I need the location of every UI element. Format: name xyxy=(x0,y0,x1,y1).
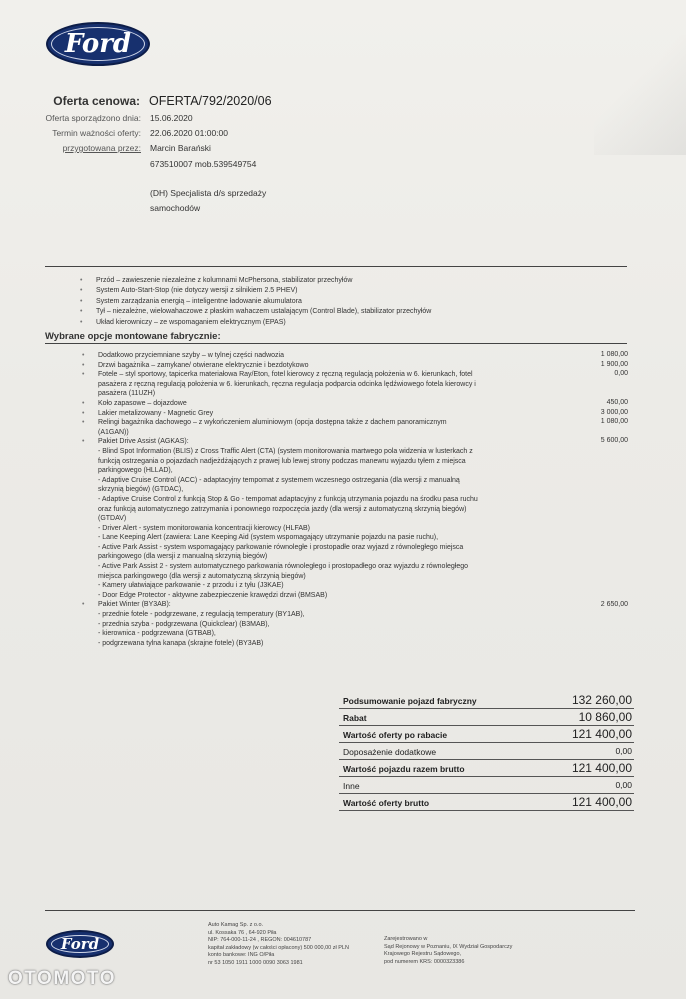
validity-label: Termin ważności oferty: xyxy=(52,128,141,138)
summary-value: 121 400,00 xyxy=(571,795,632,809)
prepared-by-value: Marcin Barański xyxy=(150,143,211,153)
option-price: 450,00 xyxy=(606,399,628,406)
option-line: - Kamery ułatwiające parkowanie - z przodu i z tyłu (J3KAE) xyxy=(98,582,284,590)
option-line: - kierownica - podgrzewana (GTBAB), xyxy=(98,630,216,638)
role-line-1: (DH) Specjalista d/s sprzedaży xyxy=(150,188,267,198)
contact-phone: 673510007 mob.539549754 xyxy=(150,159,257,169)
summary-row xyxy=(339,743,634,760)
summary-label: Podsumowanie pojazd fabryczny xyxy=(343,696,477,706)
summary-row xyxy=(339,794,634,811)
summary-row xyxy=(339,760,634,777)
option-line: funkcją ostrzegania o pojazdach nadjeżdżających z prawej lub lewej strony podczas manewru wyjazdu tyłem z miejsca xyxy=(98,457,466,465)
footer-company xyxy=(208,922,349,968)
option-line: - Door Edge Protector - aktywne zabezpieczenie krawędzi drzwi (BMSAB) xyxy=(98,591,328,599)
summary-value: 121 400,00 xyxy=(571,761,632,775)
summary-row xyxy=(339,709,634,726)
footer-line: kapitał zakładowy (w całości opłacony) 500 000,00 zł PLN xyxy=(208,944,349,951)
summary-value: 10 860,00 xyxy=(578,710,632,724)
option-line: • Lakier metalizowany - Magnetic Grey xyxy=(98,409,598,419)
footer-line: Sąd Rejonowy w Poznaniu, IX Wydział Gospodarczy xyxy=(384,943,513,950)
option-line: miejsca parkingowego (dla wersji z automatyczną skrzynią biegów) xyxy=(98,572,306,580)
date-value: 15.06.2020 xyxy=(150,113,193,123)
option-price: 3 000,00 xyxy=(600,408,628,416)
feature-item: • System zarządzania energią – inteligentne ładowanie akumulatora xyxy=(96,297,431,307)
footer-line: nr 53 1050 1911 1000 0090 3063 1981 xyxy=(208,959,303,966)
summary-table xyxy=(339,692,634,811)
option-line: - Active Park Assist - system wspomagający parkowanie równoległe i prostopadłe oraz wyjazd z równoległego miejsca xyxy=(98,543,464,551)
footer-line: NIP: 764-000-11-24 , REGON: 004610787 xyxy=(208,937,312,944)
summary-value: 121 400,00 xyxy=(571,727,632,741)
option-price: 0,00 xyxy=(614,370,628,378)
option-price: 1 080,00 xyxy=(600,351,628,358)
feature-item: • Układ kierowniczy – ze wspomaganiem elektrycznym (EPAS) xyxy=(96,318,431,328)
option-line: • Relingi bagażnika dachowego – z wykończeniem aluminiowym (opcja dostępna także z dachem panoramicznym xyxy=(98,418,598,428)
option-line: - Adaptive Cruise Control z funkcją Stop & Go - tempomat adaptacyjny z funkcją utrzymania pojazdu na środku pasa ruchu xyxy=(98,495,478,503)
summary-label: Rabat xyxy=(343,713,367,723)
option-line: - podgrzewana tylna kanapa (skrajne fotele) (BY3AB) xyxy=(98,639,264,647)
feature-item: • Przód – zawieszenie niezależne z kolumnami McPhersona, stabilizator przechyłów xyxy=(96,276,431,286)
validity-value: 22.06.2020 01:00:00 xyxy=(150,128,228,138)
divider-top xyxy=(45,266,627,267)
footer-line: Zarejestrowano w xyxy=(384,936,428,942)
otomoto-watermark: OTOMOTO xyxy=(8,968,116,989)
summary-value: 132 260,00 xyxy=(571,693,632,707)
option-line: - Blind Spot Information (BLIS) z Cross Traffic Alert (CTA) (system monitorowania martwego pola widzenia w lusterkach z xyxy=(98,447,473,455)
prepared-by-label: przygotowana przez: xyxy=(62,143,141,153)
logo-text: Ford xyxy=(64,29,132,59)
ford-logo-footer xyxy=(46,930,114,958)
date-label: Oferta sporządzono dnia: xyxy=(45,113,141,123)
logo-text-footer: Ford xyxy=(60,935,100,953)
option-line: • Pakiet Winter (BY3AB): xyxy=(98,600,598,610)
divider-footer xyxy=(45,910,635,911)
summary-label: Wartość oferty brutto xyxy=(343,798,430,808)
offer-number: OFERTA/792/2020/06 xyxy=(149,94,272,108)
summary-value: 0,00 xyxy=(615,746,632,756)
option-price: 5 600,00 xyxy=(600,437,628,445)
options-section-title: Wybrane opcje montowane fabrycznie: xyxy=(45,331,221,342)
role-line-2: samochodów xyxy=(150,203,201,213)
option-line: (A1GAN)) xyxy=(98,428,129,436)
footer-line: konto bankowe: ING O/Piła xyxy=(208,952,275,959)
option-line: - Adaptive Cruise Control (ACC) - adaptacyjny tempomat z systemem wczesnego ostrzegania (dla wersji z manualną xyxy=(98,476,460,484)
paper-fold xyxy=(594,35,686,155)
option-price: 1 900,00 xyxy=(600,360,628,368)
divider-options xyxy=(45,343,627,344)
option-line: • Koło zapasowe – dojazdowe xyxy=(98,399,598,409)
option-line: - przednie fotele - podgrzewane, z regulacją temperatury (BY1AB), xyxy=(98,611,305,619)
feature-item: • Tył – niezależne, wielowahaczowe z płaskim wahaczem ustalającym (Control Blade), stabilizator przechyłów xyxy=(96,307,431,317)
footer-line: ul. Kossaka 76 , 64-920 Piła xyxy=(208,929,277,936)
option-line: - Active Park Assist 2 - system automatycznego parkowania równoległego i prostopadłego oraz wyjazdu z równoległego xyxy=(98,563,469,571)
option-line: parkingowego (HLLAD), xyxy=(98,467,173,475)
summary-label: Wartość oferty po rabacie xyxy=(343,730,448,740)
options-list xyxy=(98,351,598,648)
option-line: - przednia szyba - podgrzewana (Quickclear) (B3MAB), xyxy=(98,620,270,628)
option-line: • Dodatkowo przyciemniane szyby – w tylnej części nadwozia xyxy=(98,351,598,361)
option-line: • Pakiet Drive Assist (AGKAS): xyxy=(98,437,598,447)
footer-line: Krajowego Rejestru Sądowego, xyxy=(384,951,462,958)
option-line: parkingowego (dla wersji z manualną skrzynią biegów) xyxy=(98,553,268,561)
option-line: (GTDAV) xyxy=(98,515,127,523)
option-line: • Fotele – styl sportowy, tapicerka materiałowa Ray/Eton, fotel kierowcy z ręczną regulacją położenia w 6. kierunkach, fotel xyxy=(98,370,598,380)
option-line: pasażera z ręczną regulacją położenia w 6. kierunkach, ręczna regulacja podparcia odcinka lędźwiowego fotela kierowcy i xyxy=(98,380,476,388)
summary-label: Inne xyxy=(343,781,360,791)
option-line: • Drzwi bagażnika – zamykane/ otwierane elektrycznie i bezdotykowo xyxy=(98,361,598,371)
option-price: 2 650,00 xyxy=(600,600,628,608)
option-line: skrzynią biegów) (GTDAC), xyxy=(98,486,184,494)
option-line: oraz funkcją automatycznego zatrzymania i ponownego rozpoczęcia jazdy (dla wersji z automatyczną skrzynią biegów) xyxy=(98,505,467,513)
footer-registry xyxy=(384,936,512,966)
summary-value: 0,00 xyxy=(615,780,632,790)
summary-label: Wartość pojazdu razem brutto xyxy=(343,764,465,774)
feature-item: • System Auto-Start-Stop (nie dotyczy wersji z silnikiem 2.5 PHEV) xyxy=(96,286,431,296)
summary-row xyxy=(339,692,634,709)
summary-row xyxy=(339,777,634,794)
option-line: - Lane Keeping Alert (zawiera: Lane Keeping Aid (system wspomagający utrzymanie pojazdu na pasie ruchu), xyxy=(98,534,439,542)
offer-title-label: Oferta cenowa: xyxy=(53,94,140,108)
option-price: 1 080,00 xyxy=(600,418,628,426)
standard-features-list xyxy=(96,276,431,328)
option-line: pasażera (11UZH) xyxy=(98,390,156,398)
footer-line: pod numerem KRS: 0000323386 xyxy=(384,958,465,965)
footer-line: Auto Kamag Sp. z o.o. xyxy=(208,922,264,928)
summary-label: Doposażenie dodatkowe xyxy=(343,747,437,757)
summary-row xyxy=(339,726,634,743)
option-line: - Driver Alert - system monitorowania koncentracji kierowcy (HLFAB) xyxy=(98,524,311,532)
ford-logo xyxy=(46,22,150,66)
